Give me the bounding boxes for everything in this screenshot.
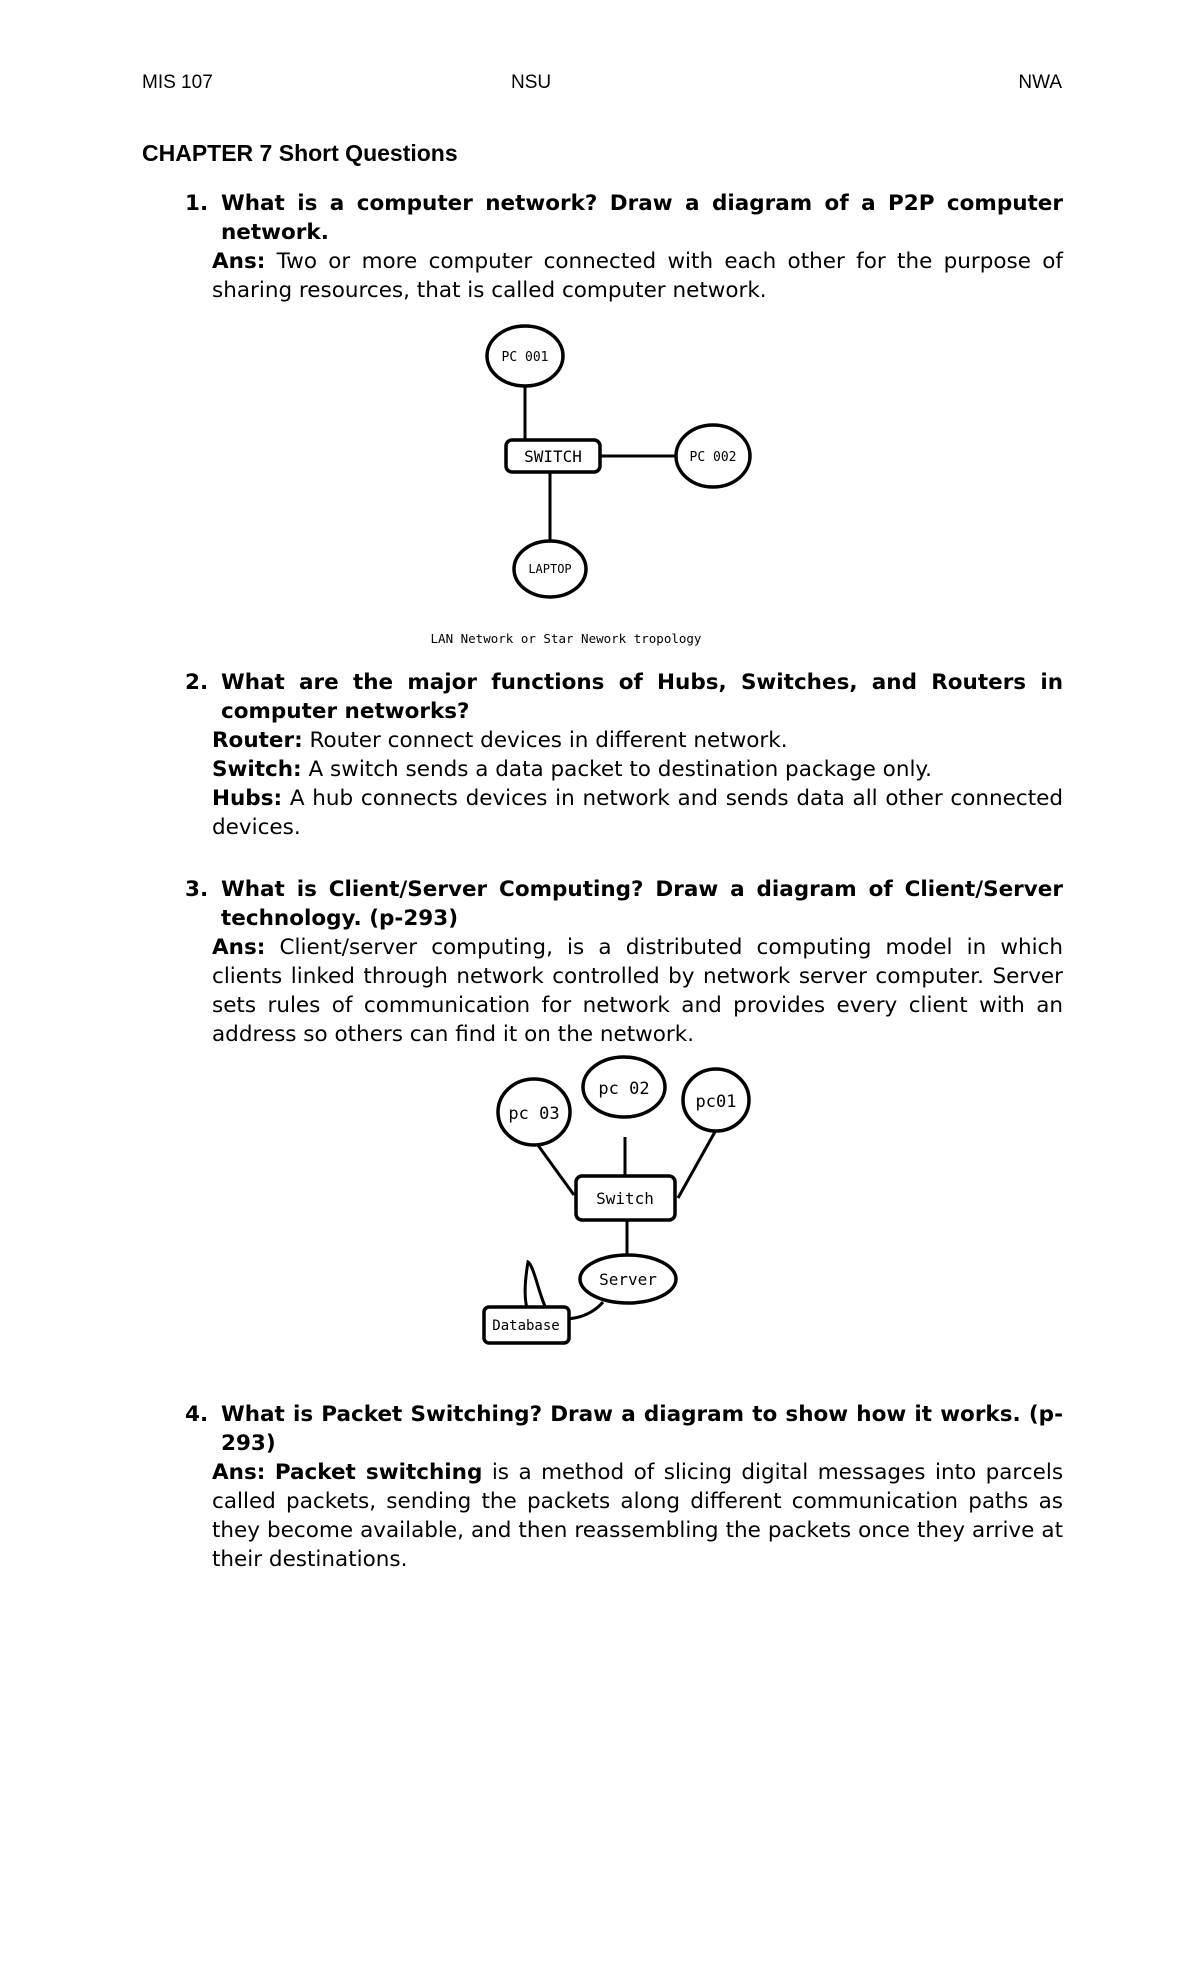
node-pc-02-label: pc 02 <box>598 1079 650 1099</box>
question-2-heading <box>185 668 1063 726</box>
client-server-diagram <box>470 1050 770 1354</box>
star-network-diagram <box>430 318 810 662</box>
function-router <box>185 726 1063 755</box>
answer-label: Ans: <box>212 249 266 274</box>
question-2-text: What are the major functions of Hubs, Switches, and Routers in computer networks? <box>221 670 1063 724</box>
question-1-text: What is a computer network? Draw a diagram of a P2P computer network. <box>221 191 1063 245</box>
link-pc01-switch <box>678 1130 716 1198</box>
question-3-heading <box>185 875 1063 933</box>
node-pc-02 <box>583 1057 665 1117</box>
switch-text: A switch sends a data packet to destination package only. <box>308 757 932 782</box>
node-pc-03-label: pc 03 <box>508 1104 560 1124</box>
question-3-number: 3. <box>185 877 209 902</box>
page-header <box>142 72 1062 102</box>
question-1-number: 1. <box>185 191 209 216</box>
question-4-number: 4. <box>185 1402 209 1427</box>
node-laptop <box>514 541 586 597</box>
hubs-label: Hubs: <box>212 786 283 811</box>
answer-label: Ans: <box>212 1460 266 1485</box>
question-2 <box>185 668 1063 842</box>
question-3 <box>185 875 1063 1049</box>
node-switch-label: SWITCH <box>524 447 582 466</box>
function-hubs <box>185 784 1063 842</box>
question-4-answer <box>185 1458 1063 1574</box>
node-pc-01-label: pc01 <box>695 1092 737 1112</box>
chapter-title: CHAPTER 7 Short Questions <box>142 140 458 166</box>
question-1 <box>185 189 1063 305</box>
answer-text: Two or more computer connected with each other for the purpose of sharing resources, that is called computer network. <box>212 249 1063 303</box>
node-pc-002-label: PC 002 <box>689 450 737 465</box>
router-text: Router connect devices in different network. <box>309 728 788 753</box>
node-pc-001 <box>487 326 563 386</box>
header-course: MIS 107 <box>142 72 213 93</box>
node-switch <box>506 440 600 472</box>
answer-label: Ans: <box>212 935 266 960</box>
node-database-label: Database <box>492 1318 560 1334</box>
node-pc-001-label: PC 001 <box>501 350 549 365</box>
node-database <box>484 1307 569 1343</box>
question-4 <box>185 1400 1063 1574</box>
question-4-heading <box>185 1400 1063 1458</box>
node-pc-01 <box>683 1069 749 1131</box>
node-laptop-label: LAPTOP <box>528 562 572 576</box>
question-2-number: 2. <box>185 670 209 695</box>
header-initials: NWA <box>1018 72 1062 93</box>
question-3-text: What is Client/Server Computing? Draw a diagram of Client/Server technology. (p-293) <box>221 877 1063 931</box>
node-switch-box <box>576 1176 675 1220</box>
router-label: Router: <box>212 728 303 753</box>
node-server <box>580 1255 676 1303</box>
node-pc-002 <box>676 425 750 487</box>
hubs-text: A hub connects devices in network and sends data all other connected devices. <box>212 786 1063 840</box>
node-pc-03 <box>498 1079 570 1145</box>
answer-text: is a method of slicing digital messages into parcels called packets, sending the packets along different communication paths as they become available, and then reassembling the packets once they arrive at their destinations. <box>212 1460 1064 1572</box>
answer-text: Client/server computing, is a distributed computing model in which clients linked through network controlled by network server computer. Server sets rules of communication for network and provides every client with an address so others can find it on the network. <box>212 935 1063 1047</box>
answer-term: Packet switching <box>274 1460 483 1485</box>
function-switch <box>185 755 1063 784</box>
question-1-heading <box>185 189 1063 247</box>
question-1-answer <box>185 247 1063 305</box>
node-switch-box-label: Switch <box>596 1189 654 1208</box>
question-4-text: What is Packet Switching? Draw a diagram to show how it works. (p-293) <box>221 1402 1063 1456</box>
switch-label: Switch: <box>212 757 302 782</box>
node-server-label: Server <box>599 1270 657 1289</box>
question-3-answer <box>185 933 1063 1049</box>
header-university: NSU <box>511 72 552 93</box>
diagram-caption: LAN Network or Star Nework tropology <box>430 631 702 646</box>
